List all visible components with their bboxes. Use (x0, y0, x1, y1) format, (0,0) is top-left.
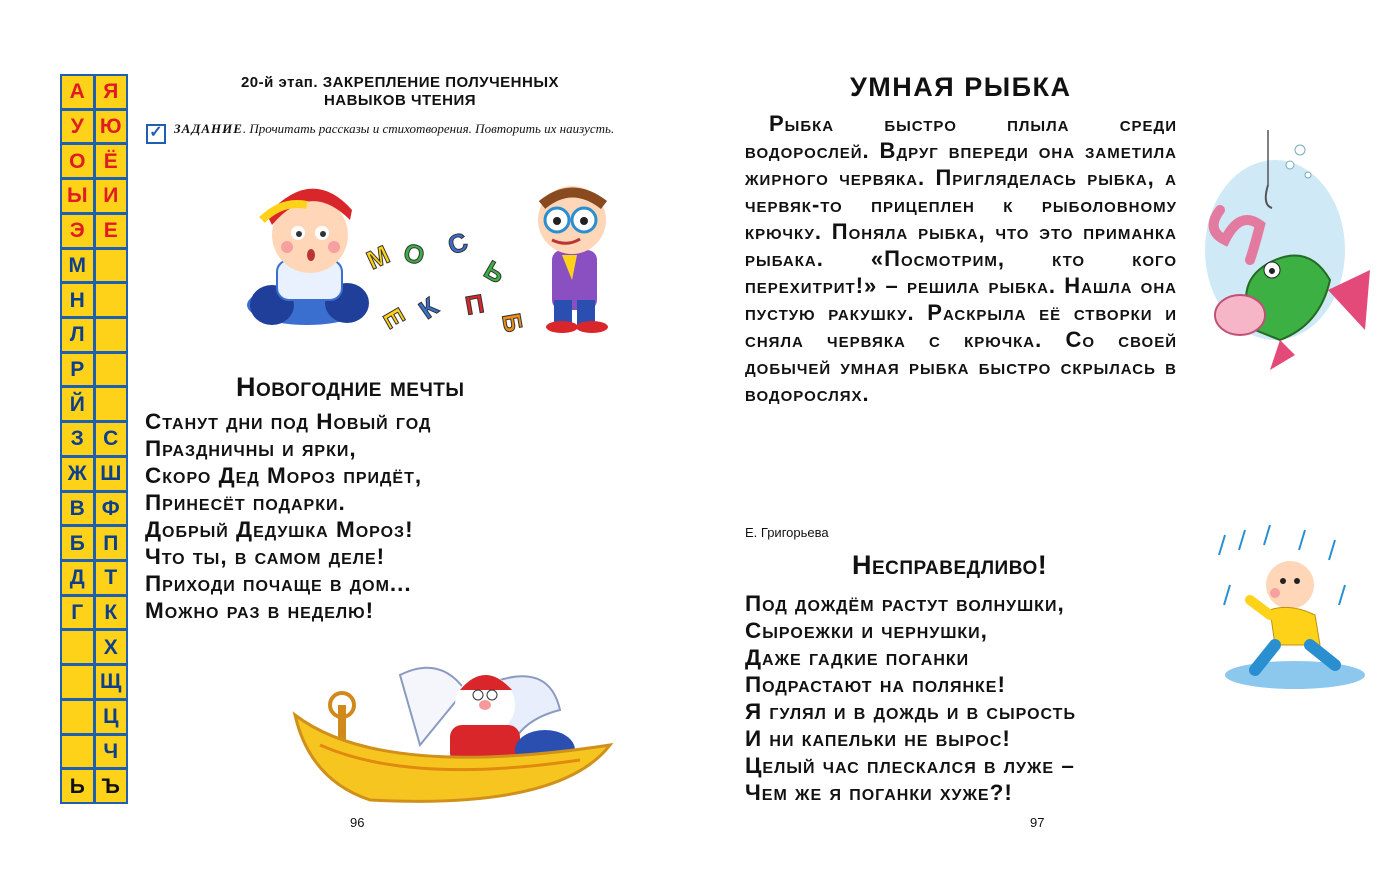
alphabet-cell: Н (62, 284, 93, 316)
letter-2: О (400, 236, 428, 272)
letter-7: К (413, 291, 444, 325)
story-title-smart-fish: УМНАЯ РЫБКА (850, 72, 1072, 102)
alphabet-cell (96, 284, 127, 316)
alphabet-cell: П (96, 527, 127, 559)
poem-line: Сыроежки и чернушки, (745, 618, 988, 643)
alphabet-cell: Д (62, 562, 93, 594)
letter-8: Е (376, 303, 412, 334)
page-number-right: 97 (1030, 815, 1045, 830)
poem-line: Добрый Дедушка Мороз! (145, 517, 414, 542)
alphabet-cell: С (96, 423, 127, 455)
letter-4: Ь (479, 254, 511, 290)
poem-unfair (745, 590, 1076, 806)
alphabet-cell: Ц (96, 701, 127, 733)
alphabet-cell: И (96, 180, 127, 212)
poem-title-unfair: Несправедливо! (852, 550, 1048, 580)
poem-line: И ни капельки не вырос! (745, 726, 1011, 751)
poem-line: Чем же я поганки хуже?! (745, 780, 1013, 805)
page-number-left: 96 (350, 815, 365, 830)
poem-line: Я гулял и в дождь и в сырость (745, 699, 1076, 724)
poem-line: Скоро Дед Мороз придёт, (145, 463, 423, 488)
letter-3: С (443, 226, 472, 261)
alphabet-cell: О (62, 145, 93, 177)
boys-with-letters-illustration (232, 175, 642, 335)
poem-new-year (145, 408, 431, 624)
alphabet-cell (96, 319, 127, 351)
poem-line: Что ты, в самом деле! (145, 544, 386, 569)
story-text: Рыбка быстро плыла среди водорослей. Вдруг впереди она заметила жирного червяка. Пригляделась рыбка, а червяк-то прицеплен к рыболовному крючку. Поняла рыбка, что это приманка рыбака. «Посмотрим, кто кого перехитрит!» – решила рыбка. Нашла она пустую ракушку. Раскрыла её створки и сняла червяка с крючка. Со своей добычей умная рыбка быстро скрылась в водорослях. (745, 111, 1177, 406)
task-instruction (146, 120, 656, 144)
alphabet-cell: М (62, 250, 93, 282)
alphabet-cell: В (62, 493, 93, 525)
alphabet-cell: Ь (62, 770, 93, 802)
boy-in-rain-illustration (1215, 525, 1375, 695)
poem-title-new-year: Новогодние мечты (236, 372, 465, 402)
poem-line: Можно раз в неделю! (145, 598, 375, 623)
alphabet-cell (62, 701, 93, 733)
letter-1: М (361, 239, 395, 276)
alphabet-cell: З (62, 423, 93, 455)
poem-line: Принесёт подарки. (145, 490, 346, 515)
alphabet-cell: Ж (62, 458, 93, 490)
story-smart-fish (745, 110, 1177, 407)
story-author: Е. Григорьева (745, 525, 829, 540)
alphabet-cell: Х (96, 631, 127, 663)
alphabet-cell: Т (96, 562, 127, 594)
alphabet-cell: Ш (96, 458, 127, 490)
alphabet-cell: А (62, 76, 93, 108)
alphabet-cell: Ф (96, 493, 127, 525)
alphabet-cell: Ы (62, 180, 93, 212)
poem-line: Целый час плескался в луже – (745, 753, 1075, 778)
alphabet-cell: Ъ (96, 770, 127, 802)
alphabet-cell: Э (62, 215, 93, 247)
alphabet-cell: Р (62, 354, 93, 386)
alphabet-cell: Л (62, 319, 93, 351)
alphabet-cell: У (62, 111, 93, 143)
alphabet-cell: Б (62, 527, 93, 559)
alphabet-strip (60, 74, 128, 804)
checkmark-icon: ✓ (146, 124, 166, 144)
alphabet-cell: Й (62, 388, 93, 420)
alphabet-cell (96, 250, 127, 282)
right-page (700, 0, 1397, 882)
alphabet-cell (62, 736, 93, 768)
alphabet-cell (62, 666, 93, 698)
letter-6: П (462, 288, 487, 321)
poem-line: Подрастают на полянке! (745, 672, 1006, 697)
santa-boat-illustration (290, 650, 620, 810)
letter-5: Б (496, 310, 529, 335)
alphabet-cell: Ю (96, 111, 127, 143)
alphabet-cell (96, 388, 127, 420)
task-text: . Прочитать рассказы и стихотворения. Повторить их наизусть. (242, 121, 615, 136)
alphabet-cell: К (96, 597, 127, 629)
stage-header-line2: НАВЫКОВ ЧТЕНИЯ (323, 92, 477, 109)
alphabet-cell (62, 631, 93, 663)
alphabet-cell: Е (96, 215, 127, 247)
poem-line: Приходи почаще в дом... (145, 571, 412, 596)
poem-line: Станут дни под Новый год (145, 409, 432, 434)
fish-worm-illustration (1200, 130, 1380, 380)
alphabet-cell (96, 354, 127, 386)
poem-line: Даже гадкие поганки (745, 645, 970, 670)
alphabet-cell: Ч (96, 736, 127, 768)
alphabet-cell: Я (96, 76, 127, 108)
stage-header-line1: 20-й этап. ЗАКРЕПЛЕНИЕ ПОЛУЧЕННЫХ (240, 74, 560, 91)
poem-line: Праздничны и ярки, (145, 436, 357, 461)
stage-header (150, 74, 650, 110)
scattered-letters (362, 226, 529, 334)
alphabet-cell: Щ (96, 666, 127, 698)
alphabet-cell: Г (62, 597, 93, 629)
alphabet-cell: Ё (96, 145, 127, 177)
poem-line: Под дождём растут волнушки, (745, 591, 1065, 616)
task-label: ЗАДАНИЕ (174, 121, 243, 136)
